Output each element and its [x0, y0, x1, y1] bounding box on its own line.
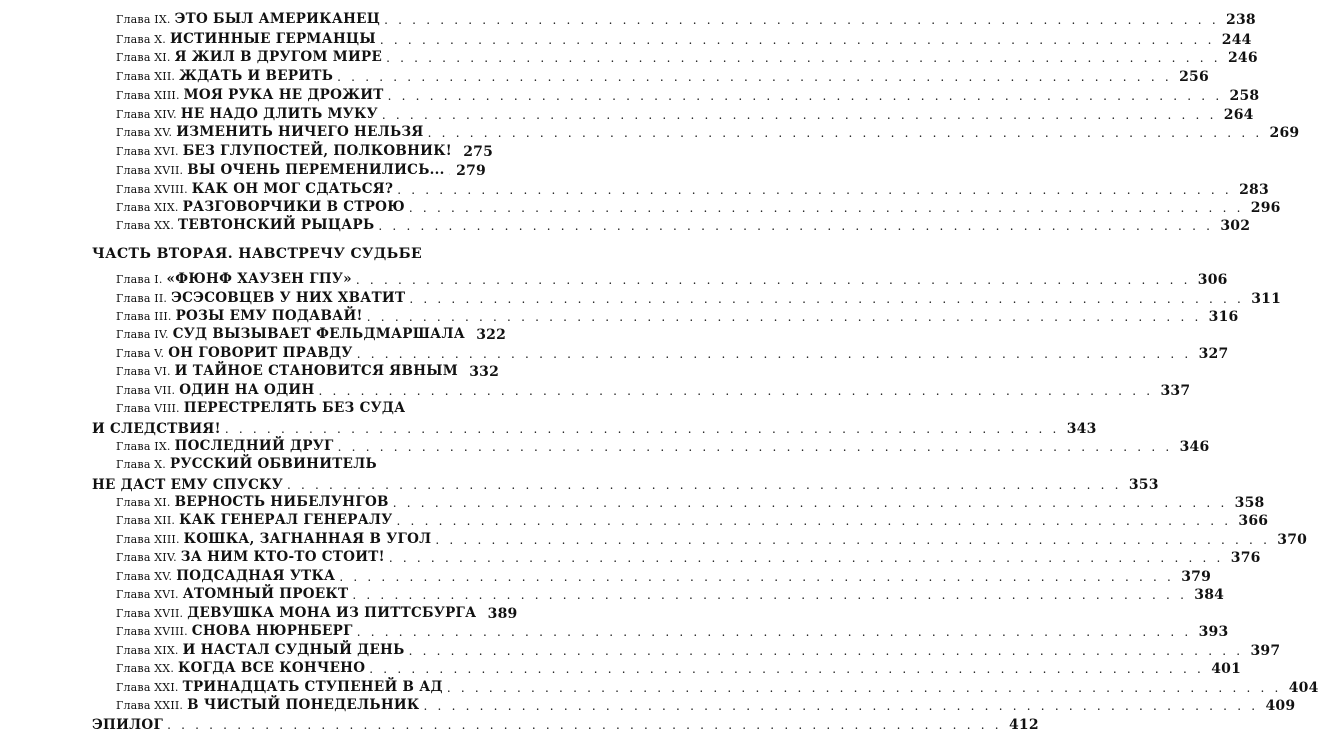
chapter-title: СУД ВЫЗЫВАЕТ ФЕЛЬДМАРШАЛА	[172, 326, 466, 342]
toc-entry	[116, 565, 1212, 585]
page-number: 384	[1194, 587, 1225, 603]
chapter-number: Глава XVII.	[116, 607, 184, 620]
toc-entry	[116, 379, 1191, 399]
toc-entry-label	[116, 456, 377, 473]
page-number: 332	[469, 364, 500, 380]
page-number: 337	[1160, 383, 1191, 399]
toc-entry	[116, 453, 486, 473]
chapter-title: ТРИНАДЦАТЬ СТУПЕНЕЙ В АД	[182, 679, 443, 695]
chapter-number: Глава I.	[116, 273, 163, 286]
toc-entry	[116, 639, 1281, 659]
chapter-number: Глава II.	[116, 292, 168, 305]
chapter-title: ИЗМЕНИТЬ НИЧЕГО НЕЛЬЗЯ	[176, 124, 424, 140]
page-number: 370	[1277, 532, 1308, 548]
chapter-number: Глава IX.	[116, 13, 171, 26]
part-two-heading: ЧАСТЬ ВТОРАЯ. НАВСТРЕЧУ СУДЬБЕ	[92, 246, 423, 262]
chapter-title: КОГДА ВСЕ КОНЧЕНО	[178, 660, 366, 676]
toc-entry-label	[116, 512, 393, 529]
toc-entry	[116, 140, 494, 160]
epilogue-title: ЭПИЛОГ	[92, 717, 164, 733]
leader-dots: . . . . . . . . . . . . . . . . . . . . . . . . . . . . . . . . . . . . . . . . . . . . . . . . . . . . . . . . . . . .	[392, 496, 1228, 510]
page-number: 409	[1265, 698, 1296, 714]
toc-entry	[116, 491, 1265, 511]
chapter-title: ЭТО БЫЛ АМЕРИКАНЕЦ	[174, 11, 381, 27]
chapter-title: ПЕРЕСТРЕЛЯТЬ БЕЗ СУДА	[183, 400, 406, 416]
toc-entry-label	[116, 217, 374, 234]
page-number: 283	[1239, 182, 1269, 198]
toc-entry	[116, 435, 1210, 455]
toc-entry-label	[116, 143, 452, 160]
chapter-number: Глава VIII.	[116, 402, 180, 415]
page-number: 269	[1269, 125, 1300, 141]
toc-entry	[116, 694, 1296, 714]
chapter-title: ЗА НИМ КТО-ТО СТОИТ!	[180, 549, 385, 565]
toc-entry	[116, 583, 1225, 603]
chapter-title: И ТАЙНОЕ СТАНОВИТСЯ ЯВНЫМ	[174, 363, 459, 379]
chapter-title: «ФЮНФ ХАУЗЕН ГПУ»	[166, 271, 352, 287]
chapter-number: Глава IX.	[116, 440, 171, 453]
chapter-number: Глава XIX.	[116, 644, 179, 657]
leader-dots: . . . . . . . . . . . . . . . . . . . . . . . . . . . . . . . . . . . . . . . . . . . . . . . . . . . . . . . . . . . .	[366, 310, 1202, 324]
chapter-title: АТОМНЫЙ ПРОЕКТ	[182, 586, 349, 602]
chapter-title: ЭСЭСОВЦЕВ У НИХ ХВАТИТ	[171, 290, 406, 306]
chapter-title: ТЕВТОНСКИЙ РЫЦАРЬ	[178, 217, 375, 233]
chapter-number: Глава XIX.	[116, 201, 179, 214]
leader-dots: . . . . . . . . . . . . . . . . . . . . . . . . . . . . . . . . . . . . . . . . . . . . . . . . . . . . . . . . . . . .	[355, 273, 1191, 287]
chapter-title: РУССКИЙ ОБВИНИТЕЛЬ	[170, 456, 377, 472]
toc-entry-label	[116, 162, 445, 179]
leader-dots: . . . . . . . . . . . . . . . . . . . . . . . . . . . . . . . . . . . . . . . . . . . . . . . . . . . . . . . . . . . .	[224, 422, 1060, 436]
chapter-number: Глава XXI.	[116, 681, 179, 694]
page-number: 238	[1226, 12, 1256, 28]
toc-entry-label	[116, 623, 353, 640]
leader-dots: . . . . . . . . . . . . . . . . . . . . . . . . . . . . . . . . . . . . . . . . . . . . . . . . . . . . . . . . . . . .	[384, 13, 1219, 27]
page-number: 346	[1179, 439, 1210, 455]
page-number: 256	[1179, 69, 1209, 85]
leader-dots: . . . . . . . . . . . . . . . . . . . . . . . . . . . . . . . . . . . . . . . . . . . . . . . . . . . . . . . . . . . .	[423, 699, 1259, 713]
toc-entry-label	[116, 11, 380, 28]
toc-entry-label	[116, 87, 384, 104]
toc-entry-label	[116, 49, 382, 66]
chapter-title: СНОВА НЮРНБЕРГ	[191, 623, 353, 639]
page-number: 376	[1230, 550, 1261, 566]
chapter-number: Глава XIII.	[116, 89, 180, 102]
leader-dots: . . . . . . . . . . . . . . . . . . . . . . . . . . . . . . . . . . . . . . . . . . . . . . . . . . . . . . . . . . . .	[356, 625, 1192, 639]
toc-entry	[116, 287, 1282, 307]
leader-dots: . . . . . . . . . . . . . . . . . . . . . . . . . . . . . . . . . . . . . . . . . . . . . . . . . . . . . . . . . . . .	[167, 718, 1002, 732]
chapter-title: Я ЖИЛ В ДРУГОМ МИРЕ	[174, 49, 383, 65]
leader-dots: . . . . . . . . . . . . . . . . . . . . . . . . . . . . . . . . . . . . . . . . . . . . . . . . . . . . . . . . . . . .	[388, 551, 1224, 565]
leader-dots: . . . . . . . . . . . . . . . . . . . . . . . . . . . . . . . . . . . . . . . . . . . . . . . . . . . . . . . . . . . .	[379, 33, 1215, 47]
leader-dots: . . . . . . . . . . . . . . . . . . . . . . . . . . . . . . . . . . . . . . . . . . . . . . . . . . . . . . . . . . . .	[387, 89, 1223, 103]
toc-entry-label	[116, 400, 405, 417]
toc-entry-label	[116, 124, 424, 141]
leader-dots: . . . . . . . . . . . . . . . . . . . . . . . . . . . . . . . . . . . . . . . . . . . . . . . . . . . . . . . . . . . .	[435, 533, 1271, 547]
chapter-number: Глава XVIII.	[116, 625, 188, 638]
chapter-title: РАЗГОВОРЧИКИ В СТРОЮ	[182, 199, 405, 215]
toc-entry	[116, 8, 1256, 28]
leader-dots: . . . . . . . . . . . . . . . . . . . . . . . . . . . . . . . . . . . . . . . . . . . . . . . . . . . . . . . . . . . .	[318, 384, 1154, 398]
toc-entry-label	[116, 586, 348, 603]
chapter-number: Глава XI.	[116, 496, 171, 509]
leader-dots: . . . . . . . . . . . . . . . . . . . . . . . . . . . . . . . . . . . . . . . . . . . . . . . . . . . . . . . . . . . .	[337, 440, 1173, 454]
chapter-number: Глава XIV.	[116, 108, 177, 121]
toc-entry-epilogue	[92, 713, 1039, 733]
page-number: 412	[1008, 717, 1039, 733]
chapter-title-continuation: НЕ ДАСТ ЕМУ СПУСКУ	[92, 477, 283, 493]
toc-entry	[116, 65, 1209, 85]
toc-entry-label	[116, 697, 420, 714]
chapter-title: КАК ГЕНЕРАЛ ГЕНЕРАЛУ	[179, 512, 393, 528]
leader-dots: . . . . . . . . . . . . . . . . . . . . . . . . . . . . . . . . . . . . . . . . . . . . . . . . . . . . . . . . . . . .	[369, 662, 1205, 676]
toc-entry-label	[116, 660, 365, 677]
chapter-number: Глава XVI.	[116, 145, 179, 158]
page-number: 246	[1227, 50, 1258, 66]
toc-entry	[116, 214, 1251, 234]
toc-entry	[116, 305, 1239, 325]
toc-entry	[116, 196, 1281, 216]
leader-dots: . . . . . . . . . . . . . . . . . . . . . . . . . . . . . . . . . . . . . . . . . . . . . . . . . . . . . . . . . . . .	[286, 478, 1122, 492]
chapter-number: Глава VI.	[116, 365, 171, 378]
chapter-number: Глава XVII.	[116, 164, 184, 177]
page-number: 353	[1128, 477, 1159, 493]
toc-entry	[116, 360, 500, 380]
leader-dots: . . . . . . . . . . . . . . . . . . . . . . . . . . . . . . . . . . . . . . . . . . . . . . . . . . . . . . . . . . . .	[378, 219, 1214, 233]
chapter-title: ВЕРНОСТЬ НИБЕЛУНГОВ	[174, 494, 389, 510]
leader-dots: . . . . . . . . . . . . . . . . . . . . . . . . . . . . . . . . . . . . . . . . . . . . . . . . . . . . . . . . . . . .	[408, 201, 1244, 215]
chapter-title: ПОДСАДНАЯ УТКА	[176, 568, 336, 584]
chapter-title: В ЧИСТЫЙ ПОНЕДЕЛЬНИК	[187, 697, 420, 713]
chapter-title: ПОСЛЕДНИЙ ДРУГ	[174, 438, 334, 454]
leader-dots: . . . . . . . . . . . . . . . . . . . . . . . . . . . . . . . . . . . . . . . . . . . . . . . . . . . . . . . . . . . .	[352, 588, 1188, 602]
page-number: 258	[1229, 88, 1260, 104]
toc-entry	[116, 657, 1242, 677]
chapter-number: Глава XII.	[116, 514, 176, 527]
page-number: 366	[1238, 513, 1269, 529]
chapter-title: ВЫ ОЧЕНЬ ПЕРЕМЕНИЛИСЬ...	[187, 162, 445, 178]
chapter-title: И НАСТАЛ СУДНЫЙ ДЕНЬ	[182, 642, 405, 658]
toc-entry	[116, 121, 1300, 141]
toc-entry	[116, 528, 1308, 548]
toc-entry	[116, 159, 486, 179]
leader-dots: . . . . . . . . . . . . . . . . . . . . . . . . . . . . . . . . . . . . . . . . . . . . . . . . . . . . . . . . . . . .	[446, 681, 1282, 695]
chapter-title: РОЗЫ ЕМУ ПОДАВАЙ!	[175, 308, 363, 324]
page-number: 358	[1234, 495, 1265, 511]
chapter-number: Глава XI.	[116, 51, 171, 64]
chapter-number: Глава XIII.	[116, 533, 180, 546]
toc-entry	[116, 342, 1229, 362]
chapter-number: Глава XVIII.	[116, 183, 188, 196]
toc-entry	[116, 84, 1260, 104]
chapter-title: ОДИН НА ОДИН	[179, 382, 315, 398]
toc-entry	[116, 546, 1261, 566]
toc-entry-label	[116, 363, 458, 380]
chapter-title: ИСТИННЫЕ ГЕРМАНЦЫ	[170, 31, 376, 47]
page-number: 397	[1250, 643, 1281, 659]
chapter-title: НЕ НАДО ДЛИТЬ МУКУ	[180, 106, 378, 122]
chapter-number: Глава XV.	[116, 570, 173, 583]
leader-dots: . . . . . . . . . . . . . . . . . . . . . . . . . . . . . . . . . . . . . . . . . . . . . . . . . . . . . . . . . . . .	[408, 644, 1244, 658]
chapter-number: Глава VII.	[116, 384, 176, 397]
chapter-number: Глава XVI.	[116, 588, 179, 601]
page-number: 404	[1288, 680, 1319, 696]
chapter-number: Глава XIV.	[116, 551, 177, 564]
toc-entry-label	[116, 549, 385, 566]
chapter-number: Глава III.	[116, 310, 172, 323]
toc-entry-continuation	[92, 473, 1159, 493]
chapter-title: ДЕВУШКА МОНА ИЗ ПИТТСБУРГА	[187, 605, 477, 621]
leader-dots: . . . . . . . . . . . . . . . . . . . . . . . . . . . . . . . . . . . . . . . . . . . . . . . . . . . . . . . . . . . .	[427, 126, 1263, 140]
page-number: 244	[1221, 32, 1252, 48]
toc-entry	[116, 323, 507, 343]
chapter-number: Глава X.	[116, 458, 167, 471]
chapter-number: Глава XX.	[116, 219, 175, 232]
toc-entry	[116, 103, 1254, 123]
chapter-title-continuation: И СЛЕДСТВИЯ!	[92, 421, 221, 437]
toc-entry	[116, 46, 1258, 66]
toc-entry	[116, 178, 1269, 198]
page-number: 296	[1250, 200, 1281, 216]
page-number: 316	[1208, 309, 1239, 325]
chapter-number: Глава XX.	[116, 662, 175, 675]
toc-entry	[116, 602, 518, 622]
chapter-number: Глава XXII.	[116, 699, 184, 712]
toc-entry	[116, 268, 1228, 288]
toc-entry	[116, 676, 1319, 696]
chapter-title: ЖДАТЬ И ВЕРИТЬ	[179, 68, 334, 84]
chapter-title: МОЯ РУКА НЕ ДРОЖИТ	[183, 87, 384, 103]
toc-entry	[116, 620, 1229, 640]
page-number: 343	[1066, 421, 1097, 437]
leader-dots: . . . . . . . . . . . . . . . . . . . . . . . . . . . . . . . . . . . . . . . . . . . . . . . . . . . . . . . . . . . .	[409, 292, 1245, 306]
page-number: 306	[1197, 272, 1228, 288]
toc-entry-label	[116, 271, 352, 288]
chapter-title: ОН ГОВОРИТ ПРАВДУ	[168, 345, 353, 361]
leader-dots: . . . . . . . . . . . . . . . . . . . . . . . . . . . . . . . . . . . . . . . . . . . . . . . . . . . . . . . . . . . .	[337, 70, 1172, 84]
page-number: 393	[1198, 624, 1229, 640]
toc-entry	[116, 28, 1252, 48]
chapter-number: Глава IV.	[116, 328, 169, 341]
toc-entry-label	[116, 326, 465, 343]
chapter-title: БЕЗ ГЛУПОСТЕЙ, ПОЛКОВНИК!	[182, 143, 453, 159]
leader-dots: . . . . . . . . . . . . . . . . . . . . . . . . . . . . . . . . . . . . . . . . . . . . . . . . . . . . . . . . . . . .	[386, 51, 1221, 65]
page-number: 275	[463, 144, 494, 160]
page-number: 264	[1223, 107, 1254, 123]
page-number: 379	[1181, 569, 1212, 585]
page-number: 322	[476, 327, 507, 343]
chapter-title: КАК ОН МОГ СДАТЬСЯ?	[191, 181, 394, 197]
toc-entry-continuation	[92, 417, 1097, 437]
leader-dots: . . . . . . . . . . . . . . . . . . . . . . . . . . . . . . . . . . . . . . . . . . . . . . . . . . . . . . . . . . . .	[397, 183, 1232, 197]
chapter-number: Глава V.	[116, 347, 165, 360]
leader-dots: . . . . . . . . . . . . . . . . . . . . . . . . . . . . . . . . . . . . . . . . . . . . . . . . . . . . . . . . . . . .	[396, 514, 1232, 528]
page-number: 401	[1211, 661, 1242, 677]
page-number: 311	[1251, 291, 1282, 307]
chapter-number: Глава XV.	[116, 126, 173, 139]
page-number: 327	[1198, 346, 1229, 362]
page-number: 279	[456, 163, 486, 179]
toc-entry-label	[116, 68, 333, 85]
chapter-title: КОШКА, ЗАГНАННАЯ В УГОЛ	[183, 531, 432, 547]
leader-dots: . . . . . . . . . . . . . . . . . . . . . . . . . . . . . . . . . . . . . . . . . . . . . . . . . . . . . . . . . . . .	[339, 570, 1175, 584]
leader-dots: . . . . . . . . . . . . . . . . . . . . . . . . . . . . . . . . . . . . . . . . . . . . . . . . . . . . . . . . . . . .	[356, 347, 1192, 361]
leader-dots: . . . . . . . . . . . . . . . . . . . . . . . . . . . . . . . . . . . . . . . . . . . . . . . . . . . . . . . . . . . .	[381, 108, 1217, 122]
chapter-number: Глава X.	[116, 33, 167, 46]
page-number: 389	[487, 606, 518, 622]
page-number: 302	[1220, 218, 1251, 234]
toc-entry	[116, 509, 1269, 529]
toc-entry	[116, 397, 486, 417]
chapter-number: Глава XII.	[116, 70, 176, 83]
